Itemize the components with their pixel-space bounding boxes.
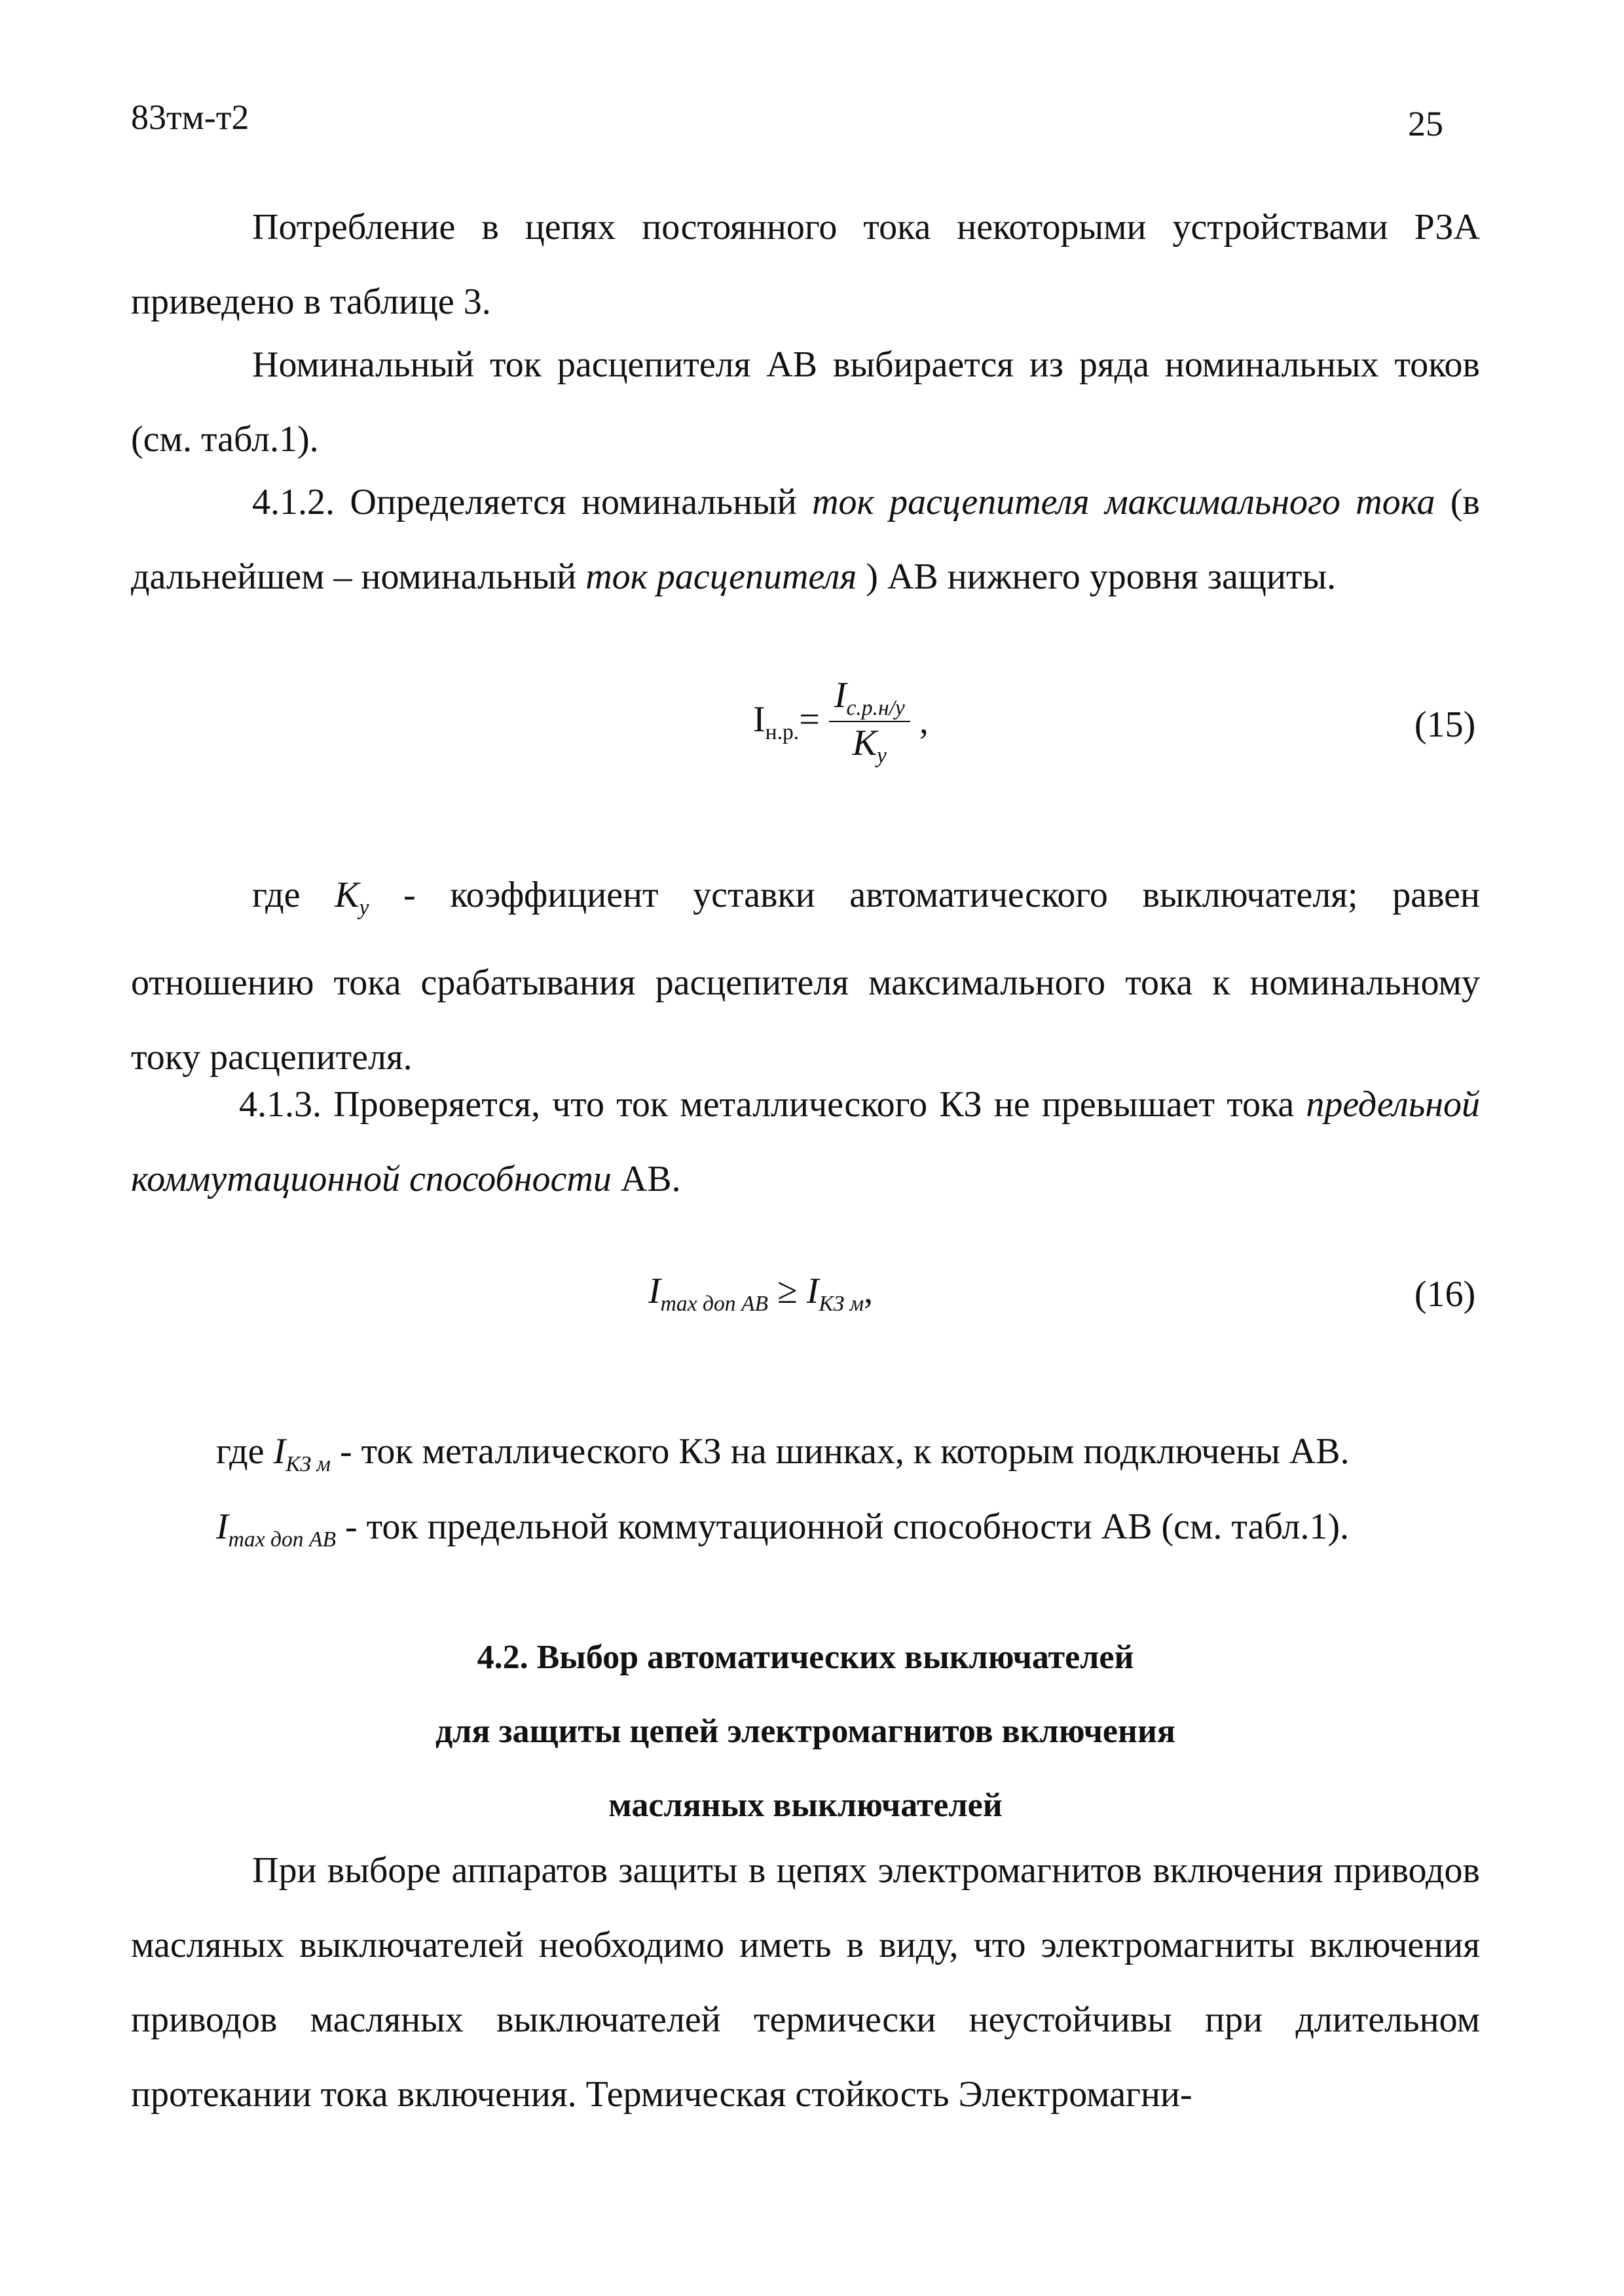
page-number: 25 <box>1408 104 1443 143</box>
paragraph-4-1-2: 4.1.2. Определяется номинальный ток расцепителя максимального тока (в дальнейшем – номинальный ток расцепителя ) АВ нижнего уровня защиты. <box>131 482 1481 597</box>
section-heading-4-2 <box>131 1620 1480 1842</box>
term-breaking-capacity: предельной коммутационной способности <box>131 1084 1480 1199</box>
equation-number-16: (16) <box>1414 1274 1476 1315</box>
paragraph-4-1-3: 4.1.3. Проверяется, что ток металлического КЗ не превышает тока предельной коммутационной способности АВ. <box>131 1084 1480 1199</box>
formula-15: $I_{н.р.}=$ $\frac{I_{с.р.н/у}}{K_у}$ , <box>753 675 929 769</box>
document-code: 83тм-т2 <box>131 98 249 137</box>
equation-number-15: (15) <box>1414 704 1476 745</box>
heading-line-2: для защиты цепей электромагнитов включения <box>435 1713 1176 1750</box>
formula-15-fraction: $\frac{I_{с.р.н/у}}{K_у}$ <box>829 674 910 769</box>
heading-line-3: масляных выключателей <box>608 1787 1003 1824</box>
paragraph-ky-definition: где $K_у$ - коэффициент уставки автоматического выключателя; равен отношению тока срабатывания расцепителя максимального тока к номинальному току расцепителя. <box>131 875 1481 1078</box>
term-release-current: ток расцепителя <box>585 556 857 597</box>
term-release-current-max: ток расцепителя максимального тока <box>812 482 1435 522</box>
paragraph-ikz-definition: где $I_{КЗ м}$ - ток металлического КЗ на шинках, к которым подключены АВ. <box>216 1431 1350 1477</box>
heading-line-1: 4.2. Выбор автоматических выключателей <box>477 1639 1134 1676</box>
paragraph-consumption: Потребление в цепях постоянного тока некоторыми устройствами РЗА приведено в таблице 3. <box>131 207 1480 322</box>
paragraph-imax-definition: $I_{max доп АВ}$ - ток предельной коммутационной способности АВ (см. табл.1). <box>216 1506 1350 1552</box>
paragraph-electromagnets: При выборе аппаратов защиты в цепях электромагнитов включения приводов масляных выключателей необходимо иметь в виду, что электромагниты включения приводов масляных выключателей термически неустойчивы при длительном протекании тока включения. Термическая стойкость Электромагни- <box>131 1850 1480 2115</box>
formula-16: $I_{max доп АВ} \ge I_{КЗ м}$, <box>648 1271 874 1317</box>
paragraph-nominal-current: Номинальный ток расцепителя АВ выбирается из ряда номинальных токов (см. табл.1). <box>131 344 1480 460</box>
